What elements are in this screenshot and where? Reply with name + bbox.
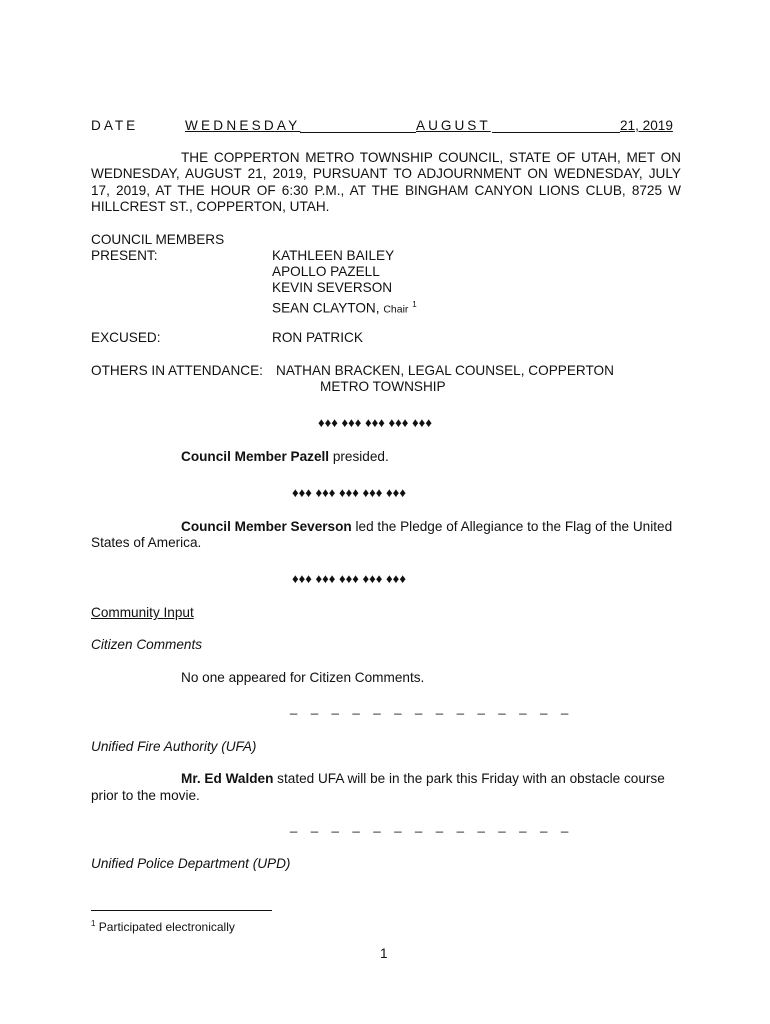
community-input-heading: Community Input xyxy=(91,605,194,620)
member-name: APOLLO PAZELL xyxy=(272,264,380,279)
citizen-comments-heading: Citizen Comments xyxy=(91,637,203,652)
ufa-line2: prior to the movie. xyxy=(91,788,200,803)
members-label-line1: COUNCIL MEMBERS xyxy=(91,232,225,247)
pledge-text: led the Pledge of Allegiance to the Flag of the United xyxy=(351,519,673,534)
footnote xyxy=(91,916,235,935)
citizen-comments-text: No one appeared for Citizen Comments. xyxy=(181,670,425,685)
weekday: WEDNESDAY xyxy=(185,118,301,133)
ufa-heading: Unified Fire Authority (UFA) xyxy=(91,739,257,754)
pledge-member: Council Member Severson xyxy=(181,519,352,534)
ufa-text: stated UFA will be in the park this Friday with an obstacle course xyxy=(273,771,665,786)
diamond-separator: ♦♦♦ ♦♦♦ ♦♦♦ ♦♦♦ ♦♦♦ xyxy=(318,415,432,430)
upd-heading: Unified Police Department (UPD) xyxy=(91,856,291,871)
excused-name: RON PATRICK xyxy=(272,330,363,345)
presided-line xyxy=(181,449,389,465)
ufa-speaker: Mr. Ed Walden xyxy=(181,771,274,786)
diamond-separator: ♦♦♦ ♦♦♦ ♦♦♦ ♦♦♦ ♦♦♦ xyxy=(292,571,406,586)
chair-note: Chair xyxy=(383,303,409,316)
excused-label: EXCUSED: xyxy=(91,330,161,345)
chair-footnote-mark: 1 xyxy=(412,300,417,309)
footnote-rule xyxy=(91,910,272,911)
header-underline-2 xyxy=(492,132,620,133)
others-line1: NATHAN BRACKEN, LEGAL COUNSEL, COPPERTON xyxy=(276,363,614,378)
member-chair-line xyxy=(272,297,417,318)
pledge-line2: States of America. xyxy=(91,535,202,550)
dash-separator: _ _ _ _ _ _ _ _ _ _ _ _ _ _ xyxy=(290,700,574,715)
member-name: KATHLEEN BAILEY xyxy=(272,248,395,263)
ufa-line1 xyxy=(181,771,665,787)
presided-text: presided. xyxy=(329,449,389,464)
members-label-line2: PRESENT: xyxy=(91,248,158,263)
intro-paragraph: THE COPPERTON METRO TOWNSHIP COUNCIL, STATE OF UTAH, MET ON WEDNESDAY, AUGUST 21, 2019, PURSUANT TO ADJOURNMENT ON WEDNESDAY, JULY 17, 2019, AT THE HOUR OF 6:30 P.M., AT THE BINGHAM CANYON LIONS CLUB, 8725 W HILLCREST ST., COPPERTON, UTAH. xyxy=(91,150,681,215)
presiding-member: Council Member Pazell xyxy=(181,449,330,464)
others-line2: METRO TOWNSHIP xyxy=(320,379,446,394)
day-year: 21, 2019 xyxy=(620,118,673,133)
footnote-mark: 1 xyxy=(91,919,96,928)
page-number: 1 xyxy=(380,946,388,961)
header-underline-1 xyxy=(300,132,416,133)
footnote-text: Participated electronically xyxy=(98,920,235,934)
others-label: OTHERS IN ATTENDANCE: xyxy=(91,363,263,378)
member-name: KEVIN SEVERSON xyxy=(272,280,393,295)
date-label: DATE xyxy=(91,118,139,133)
pledge-line1 xyxy=(181,519,672,535)
member-name: SEAN CLAYTON, xyxy=(272,300,380,316)
dash-separator: _ _ _ _ _ _ _ _ _ _ _ _ _ _ xyxy=(290,818,574,833)
month: AUGUST xyxy=(416,118,491,133)
diamond-separator: ♦♦♦ ♦♦♦ ♦♦♦ ♦♦♦ ♦♦♦ xyxy=(292,485,406,500)
